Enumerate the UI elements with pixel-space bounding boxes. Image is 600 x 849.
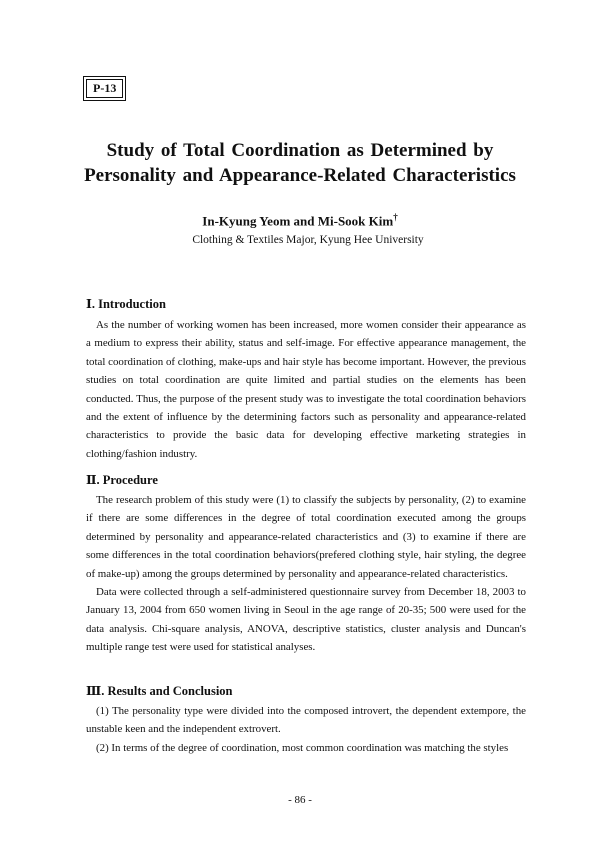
- paragraph: As the number of working women has been increased, more women consider their appearance as a medium to express their ability, status and self-image. For effective appearance management, the total coordination of clothing, make-ups and hair style has become important. However, the previous studies on total coordination are quite limited and partial studies on the elements has been conducted. Thus, the purpose of the present study was to investigate the total coordination behaviors and the extent of influence by the determining factors such as personality and appearance-related characteristics to provide the basic data for developing effective marketing strategies in clothing/fashion industry.: [86, 319, 526, 460]
- section-heading-results: Ⅲ. Results and Conclusion: [86, 684, 233, 698]
- paragraph: The research problem of this study were (1) to classify the subjects by personality, (2) to examine if there are some differences in the degree of total coordination executed among the groups determined by personality and appearance-related characteristics and (3) to examine if there are some differences in the total coordination behaviors(prefered clothing style, hair styling, the degree of make-up) among the groups determined by personality and appearance-related characteristics.: [86, 494, 526, 580]
- page-number: - 86 -: [288, 794, 312, 806]
- title-line-1: Study of Total Coordination as Determined by: [106, 140, 494, 161]
- corresponding-author-mark: †: [393, 212, 398, 222]
- paragraph: Data were collected through a self-administered questionnaire survey from December 18, 2003 to January 13, 2004 from 650 women living in Seoul in the age range of 20-35; 500 were used for the data analysis. Chi-square analysis, ANOVA, descriptive statistics, cluster analysis and Duncan's multiple range test were used for statistical analyses.: [86, 586, 526, 654]
- affiliation: Clothing & Textiles Major, Kyung Hee University: [192, 234, 424, 246]
- title-line-2: Personality and Appearance-Related Characteristics: [84, 165, 516, 186]
- paper-title: [60, 138, 540, 188]
- section-heading-introduction: Ⅰ. Introduction: [86, 297, 166, 311]
- poster-tag: P-13: [86, 79, 123, 98]
- paragraph: (1) The personality type were divided into the composed introvert, the dependent extempore, the unstable keen and the independent extrovert.: [86, 705, 526, 736]
- section-body-introduction: [86, 316, 526, 463]
- author-names: In-Kyung Yeom and Mi-Sook Kim: [202, 213, 394, 229]
- paragraph: (2) In terms of the degree of coordination, most common coordination was matching the styles: [96, 741, 509, 754]
- section-body-procedure: [86, 491, 526, 657]
- authors: [0, 209, 600, 229]
- section-body-results: [86, 702, 526, 757]
- section-heading-procedure: Ⅱ. Procedure: [86, 473, 158, 487]
